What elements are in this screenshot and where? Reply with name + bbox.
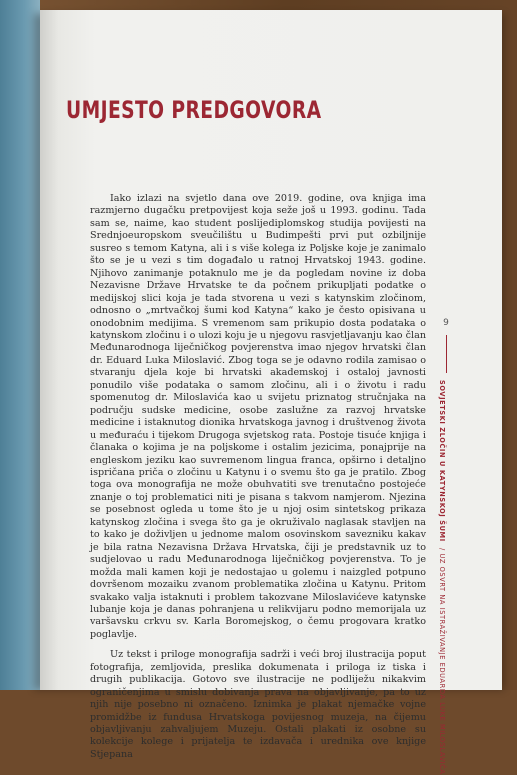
running-head-subtitle: / UZ OSVRT NA ISTRAŽIVANJE EDUARDA LUKE MILOSLAVIĆA xyxy=(438,548,446,775)
running-head xyxy=(438,380,446,775)
paragraph-2: Uz tekst i priloge monografija sadrži i veći broj ilustracija poput fotografija, zemljovida, preslika dokumenata i priloga iz tiska i drugih publikacija. Gotovo sve ilustracije ne podliježu nikakvim ograničenjima u smislu dobivanja prava na objavljivanje, pa to uz njih nije posebno ni označeno. Iznimka je plakat njemačke vojne promidžbe iz fundusa Hrvatskoga povijesnog muzeja, na čijemu objavljivanju zahvaljujem Muzeju. Ostali plakati iz osobne su kolekcije kolege i prijatelja te izdavača i urednika ove knjige Stjepana xyxy=(90,649,426,760)
book-page xyxy=(40,10,502,775)
page-number: 9 xyxy=(443,318,449,328)
running-head-rule xyxy=(446,335,447,373)
body-text xyxy=(90,193,426,761)
chapter-title: UMJESTO PREDGOVORA xyxy=(66,96,322,124)
paragraph-1: Iako izlazi na svjetlo dana ove 2019. godine, ova knjiga ima razmjerno dugačku pretpovijest koja seže još u 1993. godinu. Tada sam se, naime, kao student poslijediplomskog studija povijesti na Srednjoeuropskom sveučilištu u Budimpešti prvi put ozbiljnije susreo s temom Katyna, ali i s više kolega iz Poljske koje je zanimalo što se je u vezi s tim događalo u ratnoj Hrvatskoj 1943. godine. Njihovo zanimanje potaknulo me je da pogledam novine iz doba Nezavisne Države Hrvatske te da počnem prikupljati podatke o medijskoj slici koja je tada stvorena u vezi s katynskim zločinom, odnosno o „mrtvačkoj šumi kod Katyna“ kako je često opisivana u onodobnim medijima. S vremenom sam prikupio dosta podataka o katynskom zločinu i o ulozi koju je u njegovu rasvjetljavanju kao član Međunarodnoga liječničkog povjerenstva imao njegov hrvatski član dr. Eduard Luka Miloslavić. Zbog toga se je odavno rodila zamisao o stvaranju djela koje bi hrvatski akademskoj i ostaloj javnosti ponudilo više podataka o samom zločinu, ali i o životu i radu spomenutog dr. Miloslavića kao u svijetu priznatog stručnjaka na području sudske medicine, osobe zaslužne za razvoj hrvatske medicine i istaknutog dionika hrvatskoga javnog i društvenog života u međuraću i tijekom Drugoga svjetskog rata. Postoje tisuće knjiga i članaka o kojima je na poljskome i ostalim jezicima, ponajprije na engleskom jeziku kao suvremenom lingua franca, opširno i detaljno ispričana priča o zločinu u Katynu i o svemu što ga je pratilo. Zbog toga ova monografija ne može obuhvatiti sve trenutačno postojeće znanje o toj problematici niti je pisana s takvom namjerom. Njezina se posebnost ogleda u tome što je u njoj osim sintetskog prikaza katynskog zločina i svega što ga je okruživalo naglasak stavljen na to kako je doživljen u jednome malom osovinskom savezniku kakav je bila ratna Nezavisna Država Hrvatska, čiji je predstavnik uz to sudjelovao u radu Međunarodnoga liječničkog povjerenstva. To je možda mali kamen koji je nedostajao u golemu i naizgled potpuno dovršenom mozaiku zvanom problematika zločina u Katynu. Pritom svakako valja istaknuti i problem takozvane Miloslavićeve katynske lubanje koja je danas pohranjena u relikvijaru podno memorijala uz varšavsku crkvu sv. Karla Boromejskog, o čemu progovara kratko poglavlje. xyxy=(90,193,426,640)
running-head-title: SOVJETSKI ZLOČIN U KATYNSKOJ ŠUMI xyxy=(438,380,446,542)
